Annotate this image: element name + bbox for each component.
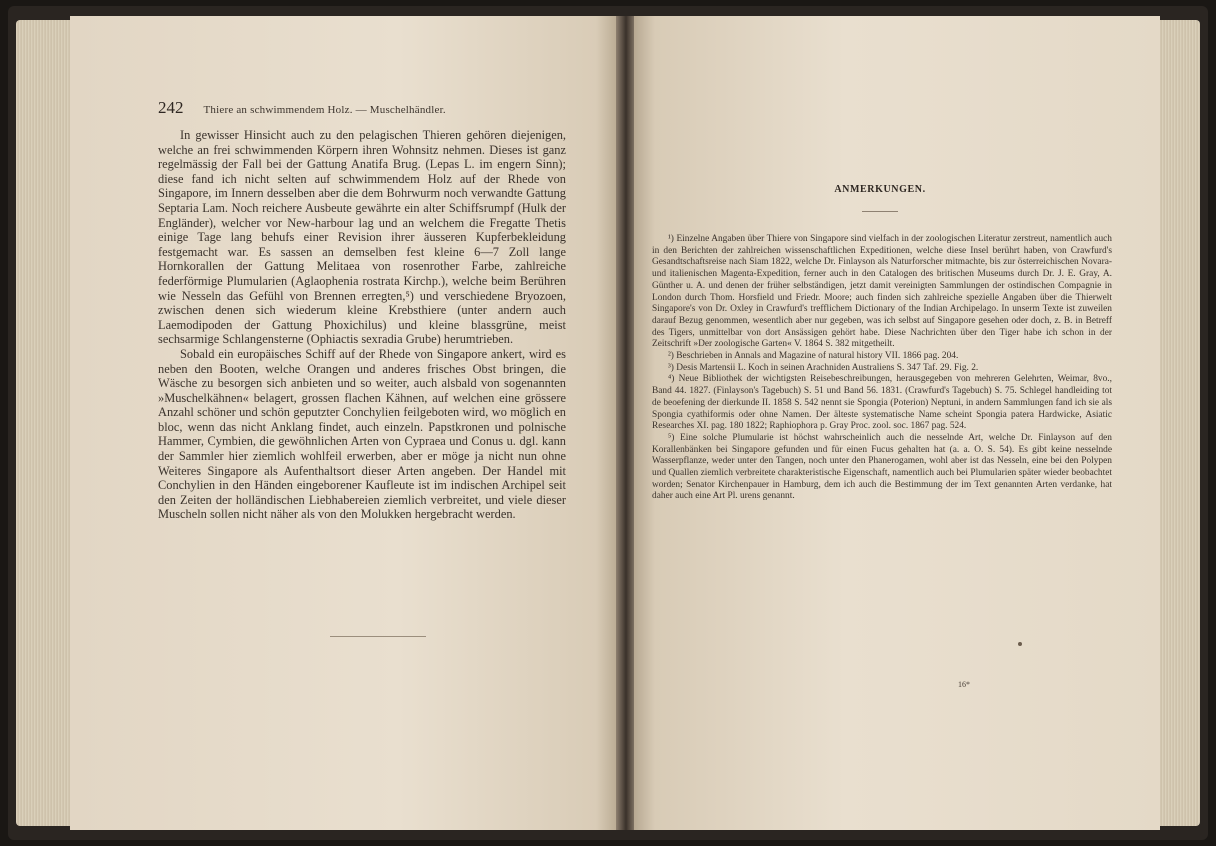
running-header: [158, 98, 578, 118]
footnote: ¹) Einzelne Angaben über Thiere von Singapore sind vielfach in der zoologischen Literatur zerstreut, namentlich auch in den Berichten der zahlreichen wissenschaftlichen Expeditionen, welche diese Insel berührt haben, von Crawfurd's Gesandtschaftsreise nach Siam 1822, welche Dr. Finlayson als Naturforscher mitmachte, bis zur österreichischen Novara- und italienischen Magenta-Expedition, ferner auch in den Catalogen des britischen Museums durch Dr. J. E. Gray, A. Günther u. A. und denen der früher selbständigen, jetzt damit vereinigten Sammlungen der ostindischen Compagnie in London durch Thom. Horsfield und Friedr. Moore; auch finden sich zahlreiche spezielle Angaben über die Thierwelt Singapore's von Dr. Oxley in Crawfurd's trefflichem Dictionary of the Indian Archipelago. In unserm Texte ist zuweilen darauf Bezug genommen, wesentlich aber nur gegeben, was ich selbst auf Singapore gesehen oder doch, z. B. in Betreff des Tigers, unmittelbar von dort Ansässigen gehört habe. Diese Nachrichten über den Tiger habe ich schon in der Zeitschrift »Der zoologische Garten« V. 1864 S. 382 mitgetheilt.: [652, 234, 1112, 350]
paragraph: Sobald ein europäisches Schiff auf der Rhede von Singapore ankert, wird es neben den Booten, welche Orangen und anderes frisches Obst bringen, die Wäsche zu besorgen sich anbieten und so weiter, auch alsbald von sogenannten »Muschelkähnen« belagert, grossen flachen Kähnen, auf welchen eine grössere Anzahl schöner und schön geputzter Conchylien feilgeboten wird, wo möglich en bloc, wenn das nicht Anklang findet, auch einzeln. Papstkronen und polnische Hammer, Cymbien, die gewöhnlichen Arten von Cypraea und Conus u. dgl. kann der Sammler hier ziemlich wohlfeil erwerben, aber er möge ja nicht nun ohne Weiteres Singapore als Aufenthaltsort dieser Arten angeben. Der Handel mit Conchylien in den Händen eingeborener Kaufleute ist im indischen Archipel seit den Zeiten der holländischen Liebhabereien ziemlich verbreitet, und viele dieser Muscheln sollen nicht näher als von den Molukken hergebracht werden.: [158, 346, 566, 522]
notes-heading: ANMERKUNGEN.: [834, 184, 926, 195]
printer-signature: 16*: [958, 680, 970, 689]
footnote: ⁵) Eine solche Plumularie ist höchst wahrscheinlich auch die nesselnde Art, welche Dr. Finlayson auf den Korallenbänken bei Singapore gefunden und für einen Fucus gehalten hat (a. a. O. S. 54). Es gibt keine nesselnde Wasserpflanze, weder unter den Tangen, noch unter den Phanerogamen, wohl aber ist das Nesseln, eine bei den Polypen und Quallen ziemlich verbreitete charakteristische Eigenschaft, namentlich auch bei Plumularien später wieder beobachtet worden; Senator Kirchenpauer in Hamburg, dem ich auch die Bestimmung der im Text genannten Arten verdanke, hat daher auch eine Art Pl. urens genannt.: [652, 432, 1112, 502]
book-gutter: [616, 16, 636, 830]
notes-list: [652, 234, 1112, 503]
paragraph: In gewisser Hinsicht auch zu den pelagischen Thieren gehören diejenigen, welche an frei schwimmenden Körpern ihren Wohnsitz nehmen. Dieses ist ganz regelmässig der Fall bei der Gattung Anatifa Brug. (Lepas L. im engern Sinn); diese fand ich nicht selten auf schwimmendem Holz auf der Rhede von Singapore, im Innern desselben aber die dem Bohrwurm noch verwandte Gattung Septaria Lam. Noch reichere Ausbeute gewährte ein alter Schiffsrumpf (Hulk der Engländer), welcher vor New-harbour lag und an welchem die Fregatte Thetis einige Tage lang behufs einer Revision ihrer äusseren Kupferbekleidung festgemacht war. Es sassen an demselben fest kleine 6—7 Zoll lange Hornkorallen der Gattung Melitaea von rosenrother Farbe, zahlreiche federförmige Plumularien (Aglaophenia rostrata Kirchp.), welche beim Berühren wie Nesseln das Gefühl von Brennen erregten,⁵) und verschiedene Bryozoen, zwischen denen sich wiederum kleine Krebsthiere (unter andern auch Laemodipoden der Gattung Phoxichilus) und kleine blassgrüne, meist sechsarmige Schlangensterne (Ophiactis sexradia Grube) herumtrieben.: [158, 128, 566, 347]
left-page-edges: [16, 20, 72, 826]
paper-spot: [1018, 642, 1022, 646]
heading-rule: [862, 211, 898, 212]
footnote: ³) Desis Martensii L. Koch in seinen Arachniden Australiens S. 347 Taf. 29. Fig. 2.: [668, 362, 979, 373]
running-title: Thiere an schwimmendem Holz. — Muschelhändler.: [203, 104, 446, 116]
footnote: ²) Beschrieben in Annals and Magazine of natural history VII. 1866 pag. 204.: [668, 351, 959, 362]
page-number: 242: [158, 98, 184, 117]
footnote: ⁴) Neue Bibliothek der wichtigsten Reisebeschreibungen, herausgegeben von mehreren Gelehrten, Weimar, 8vo., Band 44. 1827. (Finlayson's Tagebuch) S. 51 und Band 56. 1831. (Crawfurd's Tagebuch) S. 75. Schlegel handleiding tot de beoefening der dierkunde II. 1858 S. 542 nennt sie Spongia (Poterion) Neptuni, in andern Sammlungen fand ich sie als Spongia cyathiformis oder ohne Namen. Der älteste systematische Name scheint Spongia patera Hardwicke, Asiatic Researches XI. pag. 180 1822; Raphiophora p. Gray Proc. zool. soc. 1867 pag. 524.: [652, 374, 1112, 432]
section-end-rule: [330, 636, 426, 637]
left-body-text: [158, 128, 566, 522]
